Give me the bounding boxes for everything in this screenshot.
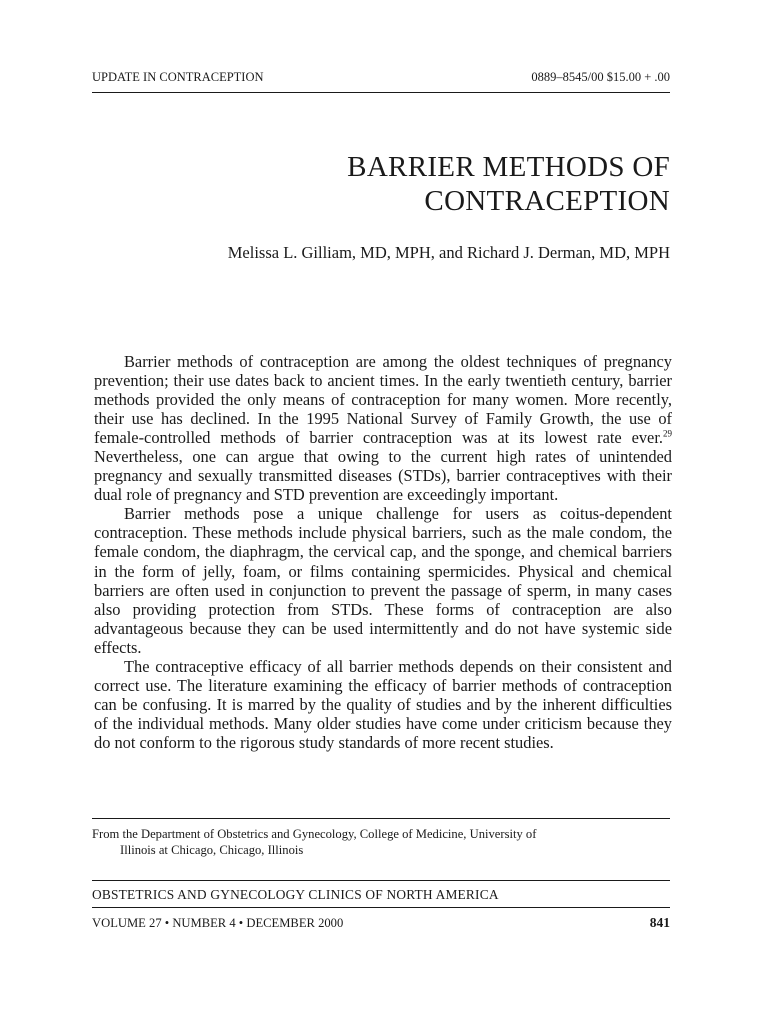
article-body [94,352,672,752]
volume-info: VOLUME 27 • NUMBER 4 • DECEMBER 2000 [92,915,344,930]
article-authors: Melissa L. Gilliam, MD, MPH, and Richard J. Derman, MD, MPH [227,243,670,262]
journal-name: OBSTETRICS AND GYNECOLOGY CLINICS OF NORTH AMERICA [92,887,499,902]
journal-rule-bottom [92,907,670,908]
footnote-rule [92,818,670,819]
running-header-right: 0889–8545/00 $15.00 + .00 [531,69,670,84]
paragraph-3: The contraceptive efficacy of all barrier methods depends on their consistent and correct use. The literature examining the efficacy of barrier methods of contraception can be confusing. It is marred by the quality of studies and by the inherent difficulties of the individual methods. Many older studies have come under criticism because they do not conform to the rigorous study standards of more recent studies. [94,656,672,752]
footnote-line1: From the Department of Obstetrics and Gynecology, College of Medicine, University of [92,827,537,841]
running-header [92,68,670,86]
paragraph-1 [94,352,672,504]
affiliation-footnote [92,826,672,858]
paragraph-1-text: Barrier methods of contraception are among the oldest techniques of pregnancy prevention; their use dates back to ancient times. In the early twentieth century, barrier methods provided the only means of contraception for many women. More recently, their use has declined. In the 1995 National Survey of Family Growth, the use of female-controlled methods of barrier contraception was at its lowest rate ever. [94,352,672,448]
running-header-left: UPDATE IN CONTRACEPTION [92,69,264,84]
reference-marker: 29 [663,428,672,439]
paragraph-1-continued: Nevertheless, one can argue that owing to the current high rates of unintended pregnancy and sexually transmitted diseases (STDs), barrier contraceptives with their dual role of pregnancy and STD prevention are exceedingly important. [94,447,672,505]
article-title-line2: CONTRACEPTION [424,185,670,217]
article-title-line1: BARRIER METHODS OF [347,151,670,183]
paragraph-2: Barrier methods pose a unique challenge for users as coitus-dependent contraception. These methods include physical barriers, such as the male condom, the female condom, the diaphragm, the cervical cap, and the sponge, and chemical barriers in the form of jelly, foam, or films containing spermicides. Physical and chemical barriers are often used in conjunction to prevent the passage of sperm, in many cases also providing protection from STDs. These forms of contraception are also advantageous because they can be used intermittently and do not have systemic side effects. [94,504,672,657]
header-rule [92,92,670,93]
page-number: 841 [649,915,670,930]
footnote-line2: Illinois at Chicago, Chicago, Illinois [120,843,304,857]
article-title [170,150,670,218]
volume-line [92,915,670,931]
journal-rule-top [92,880,670,881]
